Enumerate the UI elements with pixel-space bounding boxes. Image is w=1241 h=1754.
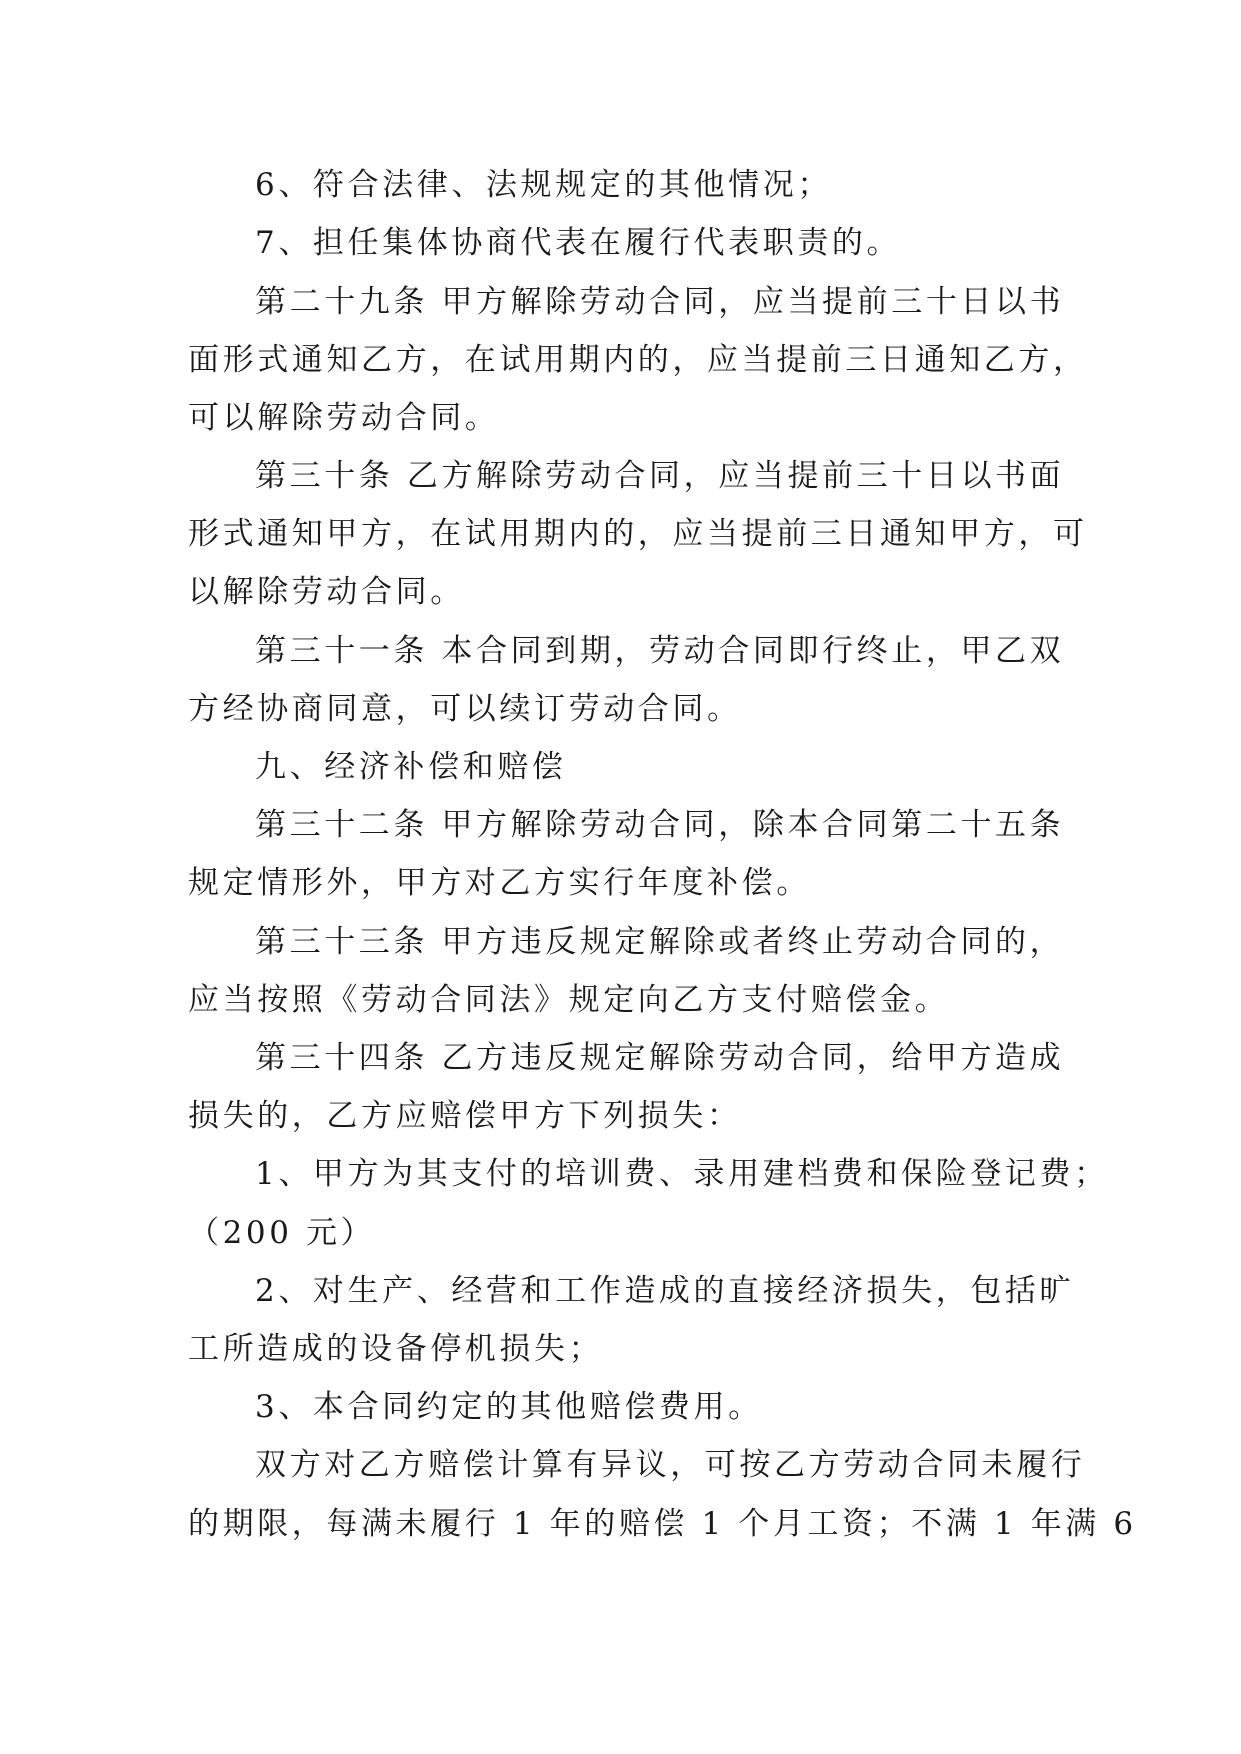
article-32-line-1: 第三十二条 甲方解除劳动合同，除本合同第二十五条 xyxy=(255,807,1065,843)
article-29-line-2: 面形式通知乙方，在试用期内的，应当提前三日通知乙方， xyxy=(188,342,1088,378)
article-29-line-3: 可以解除劳动合同。 xyxy=(188,400,500,436)
article-30-line-3: 以解除劳动合同。 xyxy=(188,574,465,610)
dispute-line-2: 的期限，每满未履行 1 年的赔偿 1 个月工资；不满 1 年满 6 xyxy=(188,1506,1137,1542)
clause-item-7: 7、担任集体协商代表在履行代表职责的。 xyxy=(255,225,902,261)
article-29-line-1: 第二十九条 甲方解除劳动合同，应当提前三十日以书 xyxy=(255,284,1065,320)
loss-item-1-amount: （200 元） xyxy=(188,1215,376,1251)
section-heading: 九、经济补偿和赔偿 xyxy=(255,749,567,785)
article-34-line-1: 第三十四条 乙方违反规定解除劳动合同，给甲方造成 xyxy=(255,1040,1065,1076)
loss-item-2-line-1: 2、对生产、经营和工作造成的直接经济损失，包括旷 xyxy=(255,1273,1075,1309)
article-31-line-1: 第三十一条 本合同到期，劳动合同即行终止，甲乙双 xyxy=(255,633,1065,669)
article-34-line-2: 损失的，乙方应赔偿甲方下列损失： xyxy=(188,1098,742,1134)
article-32-line-2: 规定情形外，甲方对乙方实行年度补偿。 xyxy=(188,865,811,901)
loss-item-1: 1、甲方为其支付的培训费、录用建档费和保险登记费； xyxy=(255,1156,1109,1192)
dispute-line-1: 双方对乙方赔偿计算有异议，可按乙方劳动合同未履行 xyxy=(255,1447,1086,1483)
article-33-line-2: 应当按照《劳动合同法》规定向乙方支付赔偿金。 xyxy=(188,982,950,1018)
article-30-line-1: 第三十条 乙方解除劳动合同，应当提前三十日以书面 xyxy=(255,458,1065,494)
loss-item-2-line-2: 工所造成的设备停机损失； xyxy=(188,1331,604,1367)
article-31-line-2: 方经协商同意，可以续订劳动合同。 xyxy=(188,691,742,727)
loss-item-3: 3、本合同约定的其他赔偿费用。 xyxy=(255,1389,763,1425)
article-33-line-1: 第三十三条 甲方违反规定解除或者终止劳动合同的， xyxy=(255,924,1065,960)
article-30-line-2: 形式通知甲方，在试用期内的，应当提前三日通知甲方，可 xyxy=(188,516,1088,552)
clause-item-6: 6、符合法律、法规规定的其他情况； xyxy=(255,167,832,203)
